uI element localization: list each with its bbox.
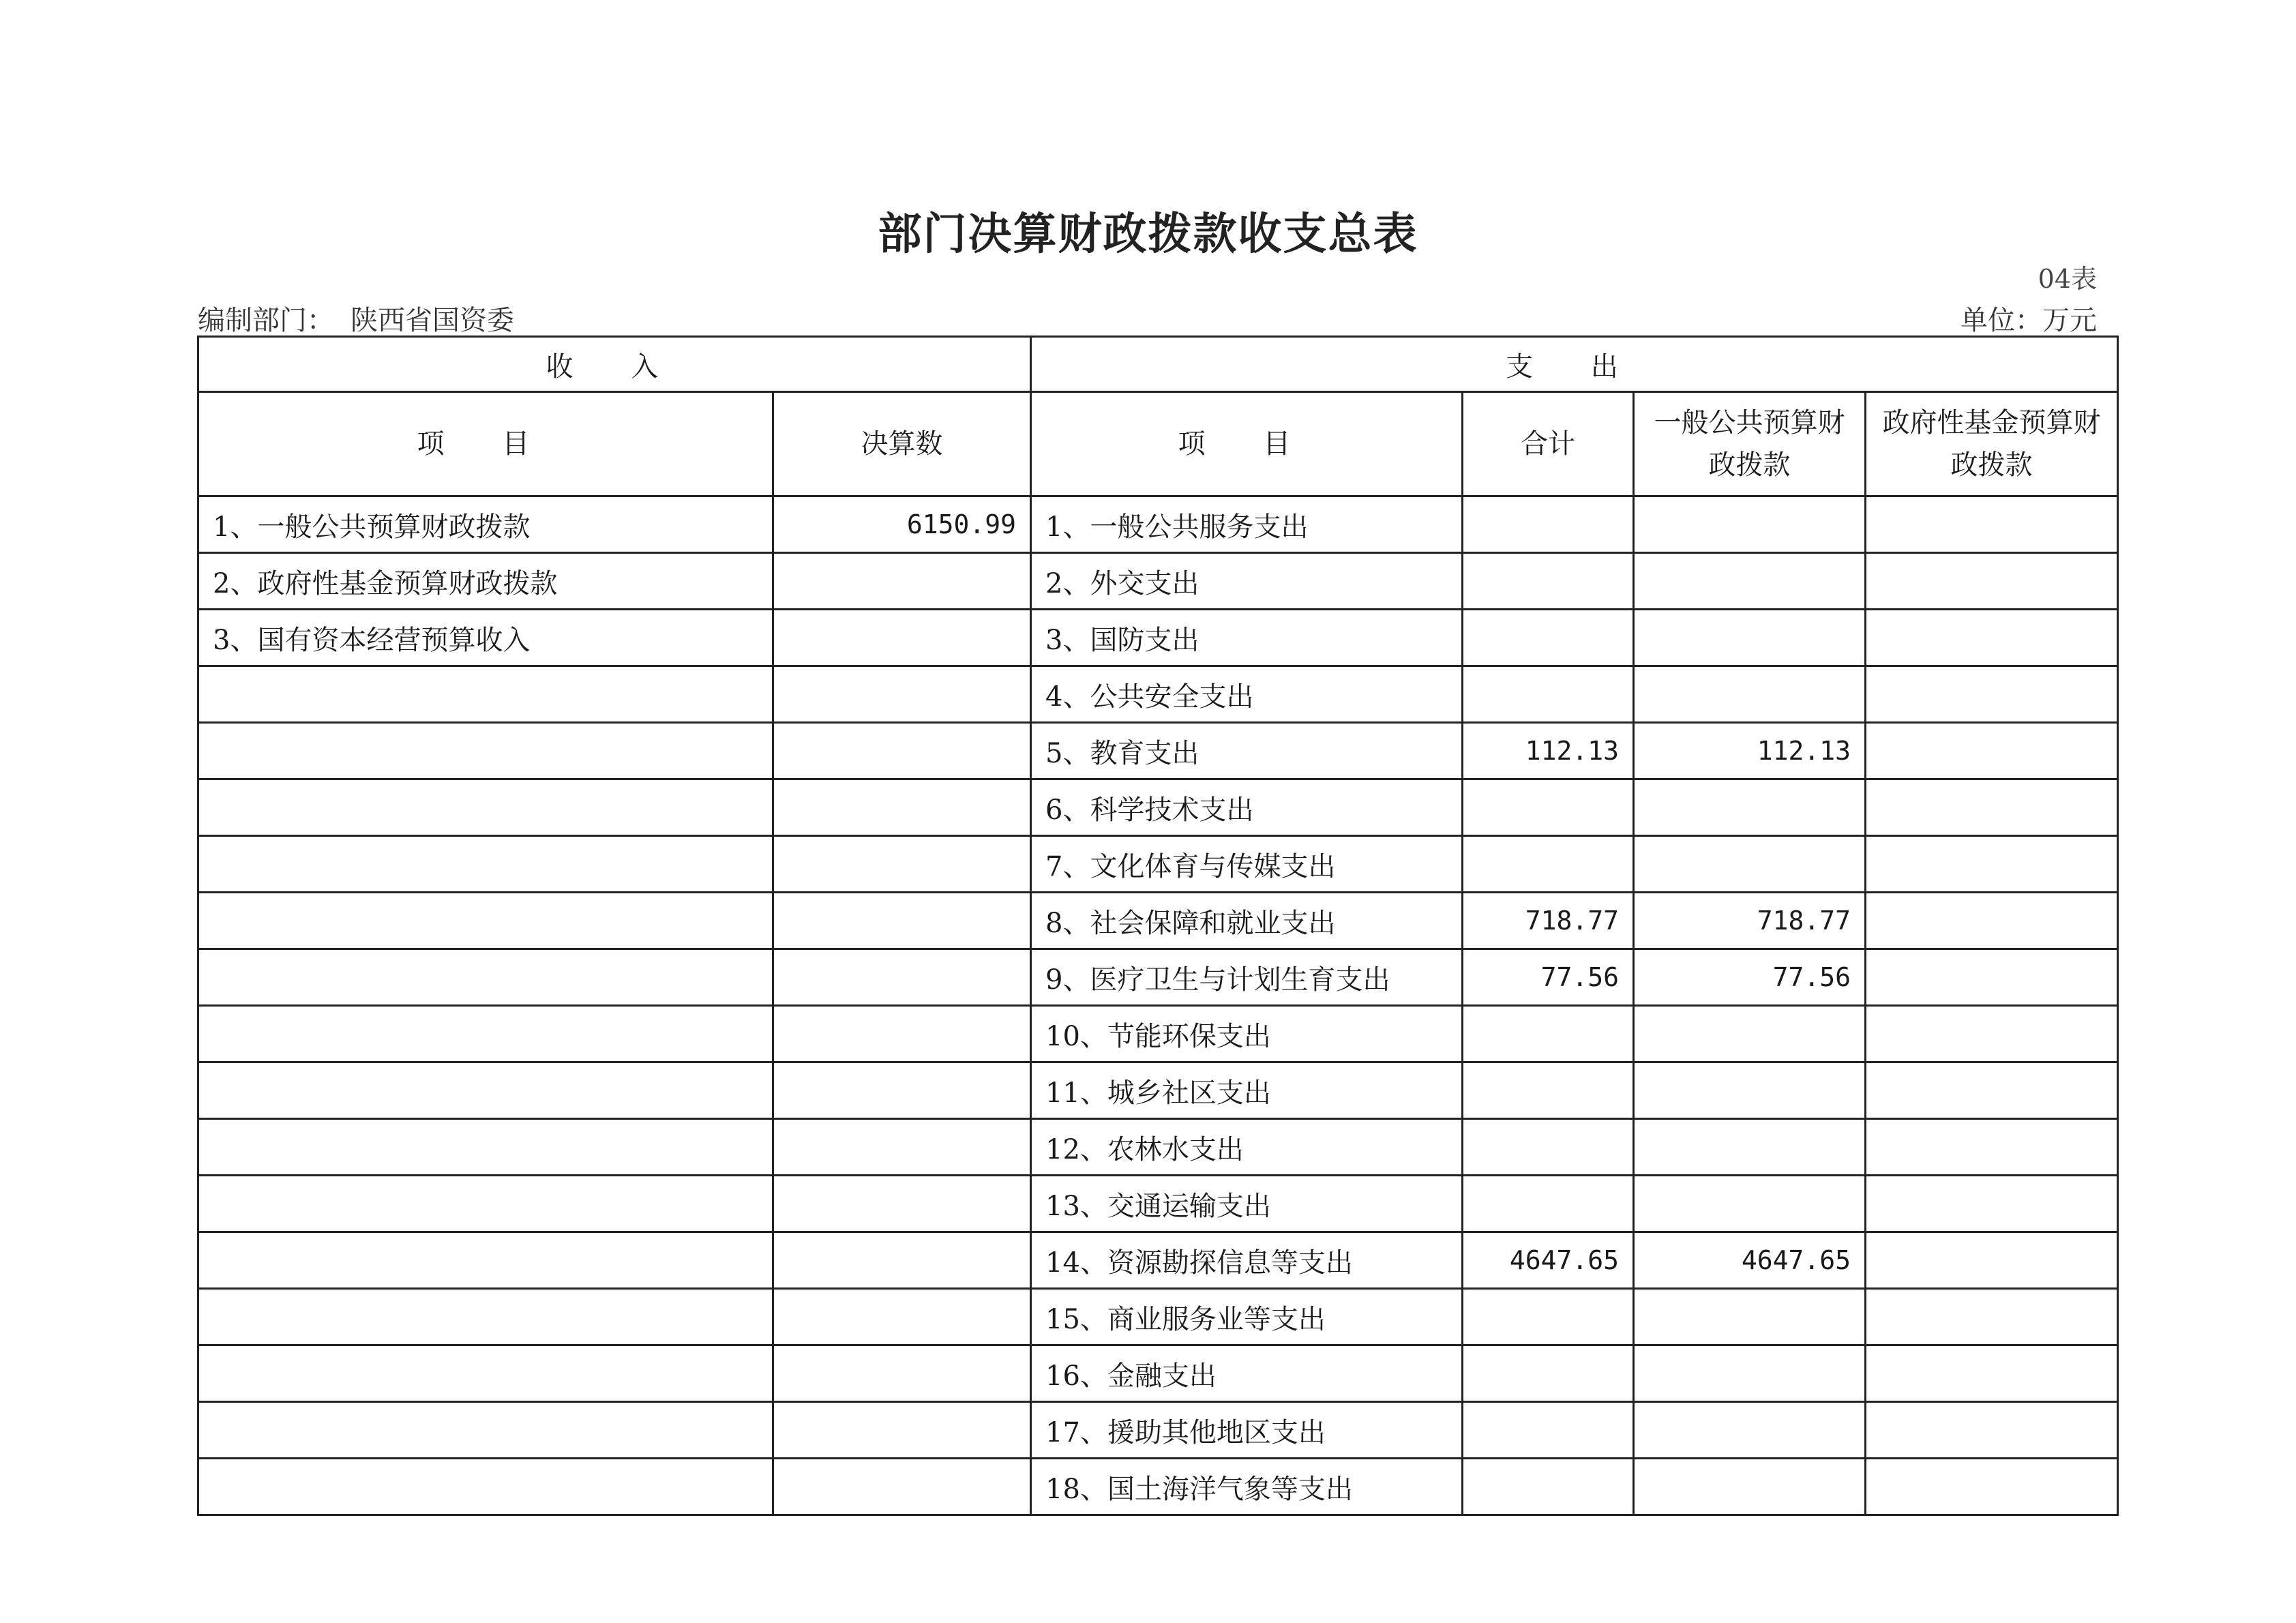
expense-item-cell: 13、交通运输支出 xyxy=(1031,1176,1463,1232)
gov-fund-cell xyxy=(1866,1119,2118,1176)
gov-fund-cell xyxy=(1866,496,2118,553)
general-budget-cell: 718.77 xyxy=(1634,893,1866,949)
income-amount-cell xyxy=(773,1232,1031,1289)
table-row xyxy=(198,1119,2118,1176)
income-amount-cell xyxy=(773,779,1031,836)
total-cell: 77.56 xyxy=(1463,949,1634,1006)
table-row xyxy=(198,779,2118,836)
page-title: 部门决算财政拨款收支总表 xyxy=(878,209,1418,260)
income-item-cell: 1、一般公共预算财政拨款 xyxy=(198,496,773,553)
total-cell: 718.77 xyxy=(1463,893,1634,949)
income-amount-cell xyxy=(773,1345,1031,1402)
gov-fund-cell xyxy=(1866,1176,2118,1232)
table-row xyxy=(198,1006,2118,1062)
income-item-cell xyxy=(198,1176,773,1232)
income-item-cell xyxy=(198,779,773,836)
total-cell xyxy=(1463,836,1634,893)
general-budget-cell xyxy=(1634,1402,1866,1459)
income-item-cell xyxy=(198,1459,773,1515)
general-budget-cell: 112.13 xyxy=(1634,723,1866,779)
income-item-cell: 2、政府性基金预算财政拨款 xyxy=(198,553,773,610)
gov-fund-cell xyxy=(1866,1459,2118,1515)
general-budget-cell: 4647.65 xyxy=(1634,1232,1866,1289)
income-amount-header: 决算数 xyxy=(773,392,1031,496)
income-amount-cell xyxy=(773,1289,1031,1345)
income-amount-cell xyxy=(773,1459,1031,1515)
department-line xyxy=(198,299,514,338)
table-row xyxy=(198,1459,2118,1515)
income-item-cell xyxy=(198,1289,773,1345)
income-amount-cell xyxy=(773,610,1031,666)
table-row xyxy=(198,1062,2118,1119)
income-item-cell xyxy=(198,1345,773,1402)
table-row xyxy=(198,610,2118,666)
unit-label: 单位：万元 xyxy=(1960,305,2097,336)
income-amount-cell xyxy=(773,723,1031,779)
income-item-cell xyxy=(198,893,773,949)
gov-fund-cell xyxy=(1866,610,2118,666)
income-item-cell xyxy=(198,1119,773,1176)
expense-item-cell: 2、外交支出 xyxy=(1031,553,1463,610)
income-item-cell xyxy=(198,949,773,1006)
gov-fund-cell xyxy=(1866,723,2118,779)
general-budget-cell xyxy=(1634,553,1866,610)
total-cell xyxy=(1463,1345,1634,1402)
table-row xyxy=(198,1345,2118,1402)
income-amount-cell: 6150.99 xyxy=(773,496,1031,553)
general-budget-cell xyxy=(1634,836,1866,893)
gov-fund-cell xyxy=(1866,779,2118,836)
income-item-cell xyxy=(198,1006,773,1062)
total-header: 合计 xyxy=(1463,392,1634,496)
income-amount-cell xyxy=(773,893,1031,949)
table-row xyxy=(198,553,2118,610)
expense-item-cell: 14、资源勘探信息等支出 xyxy=(1031,1232,1463,1289)
expense-item-cell: 3、国防支出 xyxy=(1031,610,1463,666)
form-number: 04表 xyxy=(2038,264,2097,294)
gov-fund-cell xyxy=(1866,1402,2118,1459)
gov-fund-cell xyxy=(1866,1006,2118,1062)
expense-item-cell: 4、公共安全支出 xyxy=(1031,666,1463,723)
gov-fund-cell xyxy=(1866,836,2118,893)
total-cell xyxy=(1463,1176,1634,1232)
table-row xyxy=(198,723,2118,779)
general-budget-cell xyxy=(1634,1459,1866,1515)
total-cell: 4647.65 xyxy=(1463,1232,1634,1289)
expense-item-cell: 16、金融支出 xyxy=(1031,1345,1463,1402)
general-budget-cell xyxy=(1634,1006,1866,1062)
income-item-cell: 3、国有资本经营预算收入 xyxy=(198,610,773,666)
budget-table xyxy=(197,336,2119,1516)
expense-item-cell: 1、一般公共服务支出 xyxy=(1031,496,1463,553)
total-cell xyxy=(1463,553,1634,610)
total-cell: 112.13 xyxy=(1463,723,1634,779)
gov-fund-cell xyxy=(1866,1289,2118,1345)
total-cell xyxy=(1463,666,1634,723)
income-amount-cell xyxy=(773,666,1031,723)
general-budget-cell xyxy=(1634,610,1866,666)
table-row xyxy=(198,1289,2118,1345)
general-budget-cell xyxy=(1634,1119,1866,1176)
table-row xyxy=(198,1402,2118,1459)
income-item-header: 项 目 xyxy=(198,392,773,496)
expense-group-header: 支 出 xyxy=(1031,337,2118,392)
gov-fund-cell xyxy=(1866,1345,2118,1402)
gov-fund-cell xyxy=(1866,949,2118,1006)
gov-fund-cell xyxy=(1866,1062,2118,1119)
gov-fund-cell xyxy=(1866,1232,2118,1289)
total-cell xyxy=(1463,1402,1634,1459)
expense-item-header: 项 目 xyxy=(1031,392,1463,496)
general-budget-cell xyxy=(1634,1062,1866,1119)
department-label: 编制部门： xyxy=(198,305,334,336)
income-amount-cell xyxy=(773,1402,1031,1459)
general-budget-header: 一般公共预算财政拨款 xyxy=(1634,392,1866,496)
expense-item-cell: 11、城乡社区支出 xyxy=(1031,1062,1463,1119)
general-budget-cell xyxy=(1634,1176,1866,1232)
table-row xyxy=(198,836,2118,893)
expense-item-cell: 15、商业服务业等支出 xyxy=(1031,1289,1463,1345)
expense-item-cell: 10、节能环保支出 xyxy=(1031,1006,1463,1062)
table-row xyxy=(198,666,2118,723)
column-header-row xyxy=(198,392,2118,496)
income-item-cell xyxy=(198,836,773,893)
total-cell xyxy=(1463,1006,1634,1062)
expense-item-cell: 12、农林水支出 xyxy=(1031,1119,1463,1176)
general-budget-cell xyxy=(1634,666,1866,723)
total-cell xyxy=(1463,1289,1634,1345)
income-amount-cell xyxy=(773,949,1031,1006)
group-header-row xyxy=(198,337,2118,392)
income-group-header: 收 入 xyxy=(198,337,1031,392)
income-amount-cell xyxy=(773,1176,1031,1232)
income-amount-cell xyxy=(773,1006,1031,1062)
gov-fund-cell xyxy=(1866,666,2118,723)
table-row xyxy=(198,893,2118,949)
expense-item-cell: 18、国土海洋气象等支出 xyxy=(1031,1459,1463,1515)
total-cell xyxy=(1463,610,1634,666)
expense-item-cell: 6、科学技术支出 xyxy=(1031,779,1463,836)
income-item-cell xyxy=(198,1062,773,1119)
income-amount-cell xyxy=(773,1119,1031,1176)
expense-item-cell: 7、文化体育与传媒支出 xyxy=(1031,836,1463,893)
income-item-cell xyxy=(198,666,773,723)
table-row xyxy=(198,1176,2118,1232)
total-cell xyxy=(1463,779,1634,836)
income-amount-cell xyxy=(773,553,1031,610)
table-row xyxy=(198,949,2118,1006)
expense-item-cell: 5、教育支出 xyxy=(1031,723,1463,779)
general-budget-cell: 77.56 xyxy=(1634,949,1866,1006)
total-cell xyxy=(1463,1459,1634,1515)
total-cell xyxy=(1463,1119,1634,1176)
income-amount-cell xyxy=(773,1062,1031,1119)
expense-item-cell: 17、援助其他地区支出 xyxy=(1031,1402,1463,1459)
general-budget-cell xyxy=(1634,496,1866,553)
income-amount-cell xyxy=(773,836,1031,893)
income-item-cell xyxy=(198,1402,773,1459)
income-item-cell xyxy=(198,1232,773,1289)
gov-fund-header: 政府性基金预算财政拨款 xyxy=(1866,392,2118,496)
total-cell xyxy=(1463,496,1634,553)
gov-fund-cell xyxy=(1866,893,2118,949)
gov-fund-cell xyxy=(1866,553,2118,610)
general-budget-cell xyxy=(1634,779,1866,836)
table-row xyxy=(198,1232,2118,1289)
table-row xyxy=(198,496,2118,553)
income-item-cell xyxy=(198,723,773,779)
expense-item-cell: 8、社会保障和就业支出 xyxy=(1031,893,1463,949)
general-budget-cell xyxy=(1634,1345,1866,1402)
department-name: 陕西省国资委 xyxy=(351,305,514,336)
total-cell xyxy=(1463,1062,1634,1119)
general-budget-cell xyxy=(1634,1289,1866,1345)
expense-item-cell: 9、医疗卫生与计划生育支出 xyxy=(1031,949,1463,1006)
